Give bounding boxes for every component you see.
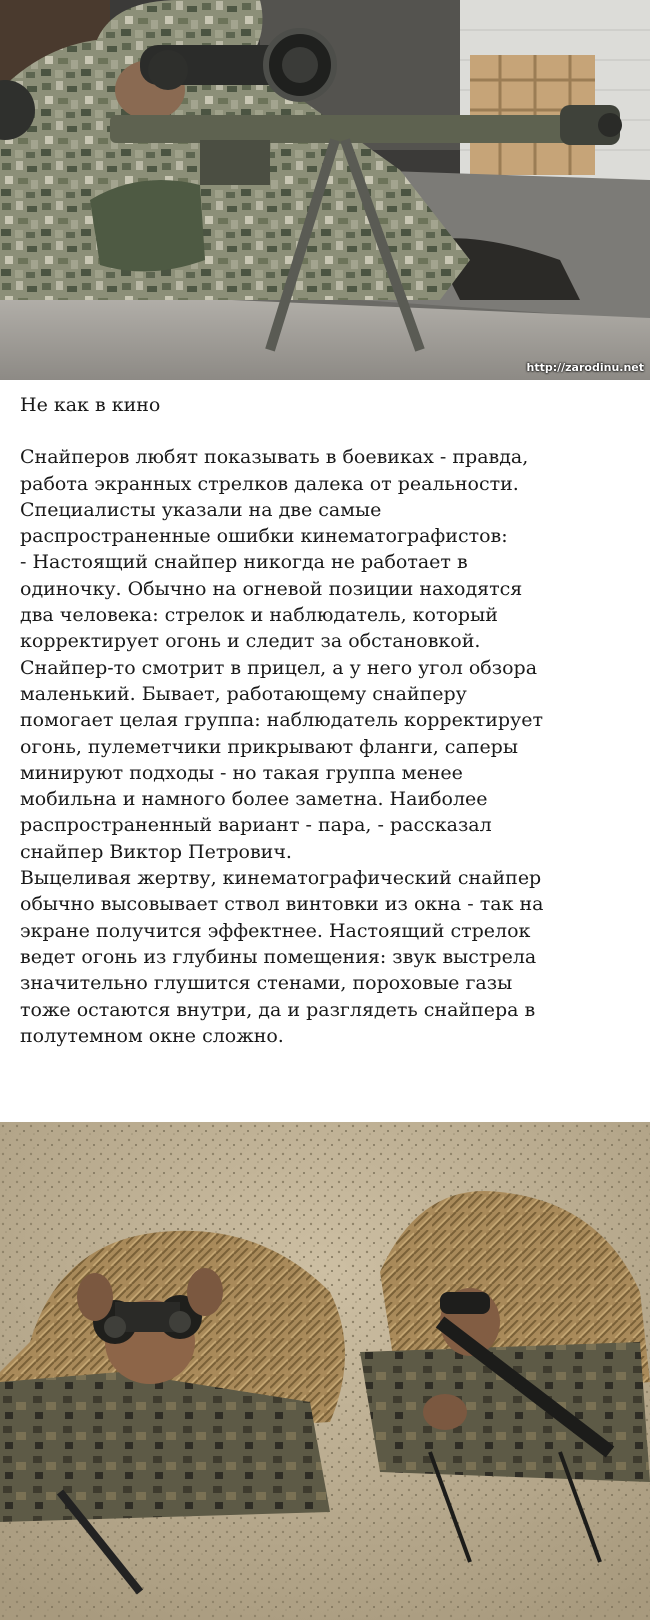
- article-line: значительно глушится стенами, пороховые газы: [20, 972, 513, 995]
- sniper-with-rifle-icon: [0, 0, 650, 380]
- sniper-team-photo-bottom: [0, 1122, 650, 1620]
- article-line: корректирует огонь и следит за обстановкой.: [20, 630, 481, 653]
- article-line: тоже остаются внутри, да и разглядеть снайпера в: [20, 998, 536, 1021]
- article-line: помогает целая группа: наблюдатель корректирует: [20, 709, 543, 732]
- article-title: Не как в кино: [20, 394, 161, 416]
- article-paragraph: [20, 444, 630, 1049]
- article-line: работа экранных стрелков далека от реальности.: [20, 472, 519, 495]
- watermark-text: http://zarodinu.net: [526, 361, 644, 374]
- article-body: [20, 392, 630, 1049]
- article-line: Снайперов любят показывать в боевиках - правда,: [20, 446, 529, 469]
- article-line: ведет огонь из глубины помещения: звук выстрела: [20, 945, 537, 968]
- article-line: снайпер Виктор Петрович.: [20, 840, 292, 863]
- article-line: маленький. Бывает, работающему снайперу: [20, 682, 467, 705]
- article-line: полутемном окне сложно.: [20, 1024, 284, 1047]
- article-line: минируют подходы - но такая группа менее: [20, 761, 463, 784]
- article-line: Специалисты указали на две самые: [20, 498, 382, 521]
- sniper-photo-top: [0, 0, 650, 380]
- article-line: мобильна и намного более заметна. Наиболее: [20, 788, 488, 811]
- article-line: экране получится эффектнее. Настоящий стрелок: [20, 919, 531, 942]
- article-line: Снайпер-то смотрит в прицел, а у него угол обзора: [20, 656, 538, 679]
- article-line: два человека: стрелок и наблюдатель, который: [20, 604, 498, 627]
- article-line: распространенные ошибки кинематографистов:: [20, 525, 508, 548]
- ghillie-sniper-team-icon: [0, 1122, 650, 1620]
- article-line: одиночку. Обычно на огневой позиции находятся: [20, 577, 523, 600]
- article-line: Выцеливая жертву, кинематографический снайпер: [20, 867, 542, 890]
- article-line: - Настоящий снайпер никогда не работает в: [20, 551, 468, 574]
- article-line: распространенный вариант - пара, - рассказал: [20, 814, 492, 837]
- article-line: огонь, пулеметчики прикрывают фланги, саперы: [20, 735, 518, 758]
- article-line: обычно высовывает ствол винтовки из окна - так на: [20, 893, 544, 916]
